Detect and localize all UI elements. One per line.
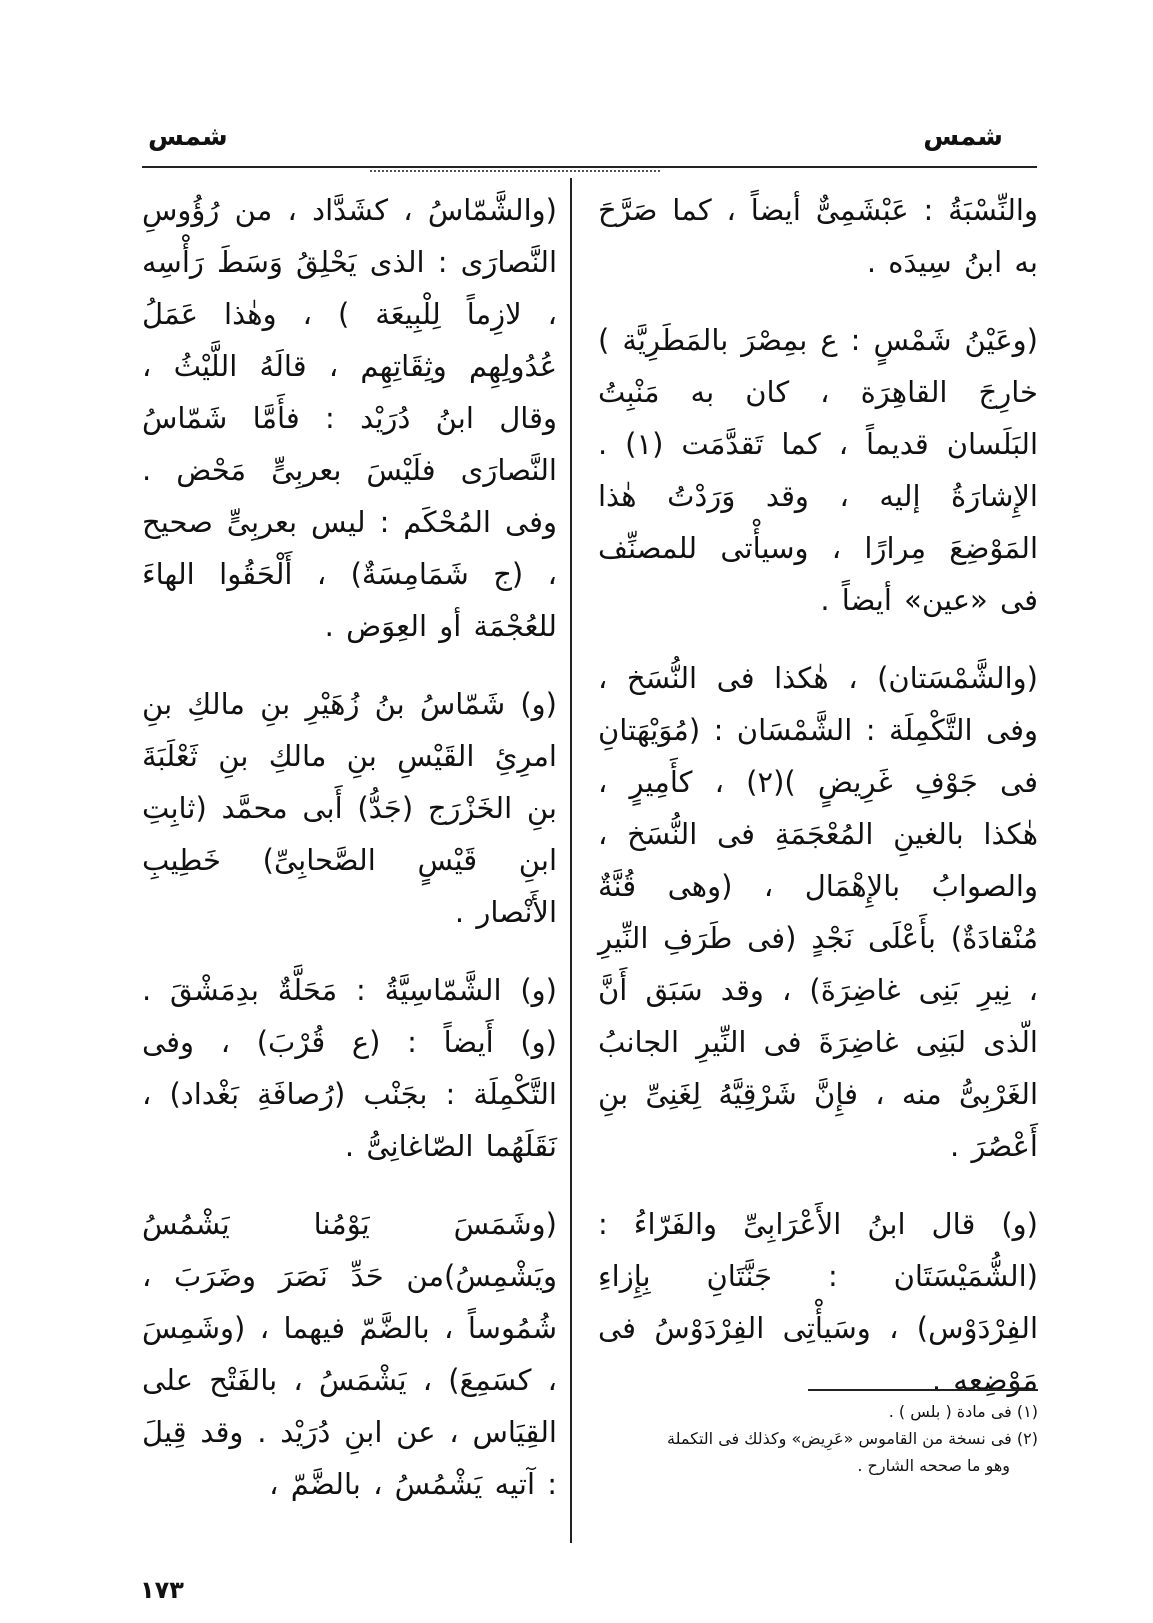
right-column — [598, 184, 1038, 1432]
left-column-paragraph: (والشَّمّاسُ ، كشَدَّاد ، من رُؤُوسِ النَّصارَى : الذى يَحْلِقُ وَسَطَ رَأْسِه ، لازِماً لِلْبِيعَة ) ، وهٰذا عَمَلُ عُدُولِهِم وثِقَاتِهِم ، قالَهُ اللَّيْثُ ، وقال ابنُ دُرَيْد : فأَمَّا شَمّاسُ النَّصارَى فلَيْسَ بعربِىٍّ مَحْض . وفى المُحْكَم : ليس بعربِىٍّ صحيح ، (ج شَمَامِسَةٌ) ، أَلْحَقُوا الهاءَ للعُجْمَة أو العِوَض . — [142, 193, 557, 643]
right-column-paragraph: والنِّسْبَةُ : عَبْشَمِىٌّ أيضاً ، كما صَرَّحَ به ابنُ سِيدَه . — [598, 193, 1038, 279]
right-column-paragraph: (و) قال ابنُ الأَعْرَابِىِّ والفَرّاءُ : (الشُّمَيْسَتَان : جَنَّتَانِ بِإِزاءِ الفِرْدَوْس) ، وسَيأْتِى الفِرْدَوْسُ فى مَوْضِعه . — [598, 1207, 1038, 1397]
footnotes — [598, 1398, 1038, 1479]
right-column-paragraph: (والشَّمْسَتان) ، هٰكذا فى النُّسَخ ، وفى التَّكْمِلَة : الشَّمْسَان : (مُوَيْهَتانِ فى جَوْفِ غَرِيضٍ )(٢) ، كأَمِيرٍ ، هٰكذا بالغينِ المُعْجَمَةِ فى النُّسَخ ، والصوابُ بالإِهْمَال ، (وهى قُنَّةٌ مُنْقادَةٌ) بأَعْلَى نَجْدٍ (فى طَرَفِ النِّيرِ ، نِيرِ بَنِى غاضِرَةَ) ، وقد سَبَق أَنَّ الّذى لبَنِى غاضِرَةَ فى النِّيرِ الجانبُ الغَرْبِىُّ منه ، فإِنَّ شَرْقِيَّهُ لِغَنِىِّ بنِ أَعْصُرَ . — [598, 661, 1038, 1163]
footnote-2: (٢) فى نسخة من القاموس «عَرِيض» وكذلك فى التكملة — [667, 1429, 1038, 1448]
footnote-rule — [808, 1389, 1038, 1391]
column-divider — [570, 178, 572, 1543]
footnote-2-continued: وهو ما صححه الشارح . — [857, 1456, 1010, 1475]
page-number: ١٧٣ — [140, 1576, 184, 1604]
header-rule-dots — [370, 170, 660, 172]
left-column-paragraph: (و) الشَّمّاسِيَّةُ : مَحَلَّةٌ بدِمَشْقَ . (و) أَيضاً : (ع قُرْبَ) ، وفى التَّكْمِلَة : بجَنْب (رُصافَةِ بَغْداد) ، نَقَلَهُما الصّاغانِىُّ . — [142, 973, 557, 1163]
footnote-1: (١) فى مادة ( بلس ) . — [888, 1402, 1038, 1421]
running-header-left: شمس — [148, 122, 228, 152]
header-rule — [142, 166, 1037, 168]
left-column-paragraph: (وشَمَسَ يَوْمُنا يَشْمُسُ ويَشْمِسُ)من حَدِّ نَصَرَ وضَرَبَ ، شُمُوساً ، بالضَّمّ فيهما ، (وشَمِسَ ، كسَمِعَ) ، يَشْمَسُ ، بالفَتْح على القِيَاس ، عن ابنِ دُرَيْد . وقد قِيلَ : آتيه يَشْمُسُ ، بالضَّمّ ، — [142, 1207, 557, 1501]
left-column-paragraph: (و) شَمّاسُ بنُ زُهَيْرِ بنِ مالكِ بنِ امرِئِ القَيْسِ بنِ مالكِ بنِ ثَعْلَبَةَ بنِ الخَزْرَج (جَدُّ) أَبى محمَّد (ثابِتِ ابنِ قَيْسٍ الصَّحابِىِّ) خَطِيبِ الأَنْصار . — [142, 687, 557, 929]
right-column-paragraph: (وعَيْنُ شَمْسٍ : ع بمِصْرَ بالمَطَرِيَّة ) خارِجَ القاهِرَة ، كان به مَنْبِتُ البَلَسان قديماً ، كما تَقدَّمَت (١) . الإِشارَةُ إليه ، وقد وَرَدْتُ هٰذا المَوْضِعَ مِرارًا ، وسيأْتى للمصنِّف فى «عين» أيضاً . — [598, 323, 1038, 617]
running-header-right: شمس — [923, 122, 1003, 152]
left-column — [142, 184, 557, 1536]
